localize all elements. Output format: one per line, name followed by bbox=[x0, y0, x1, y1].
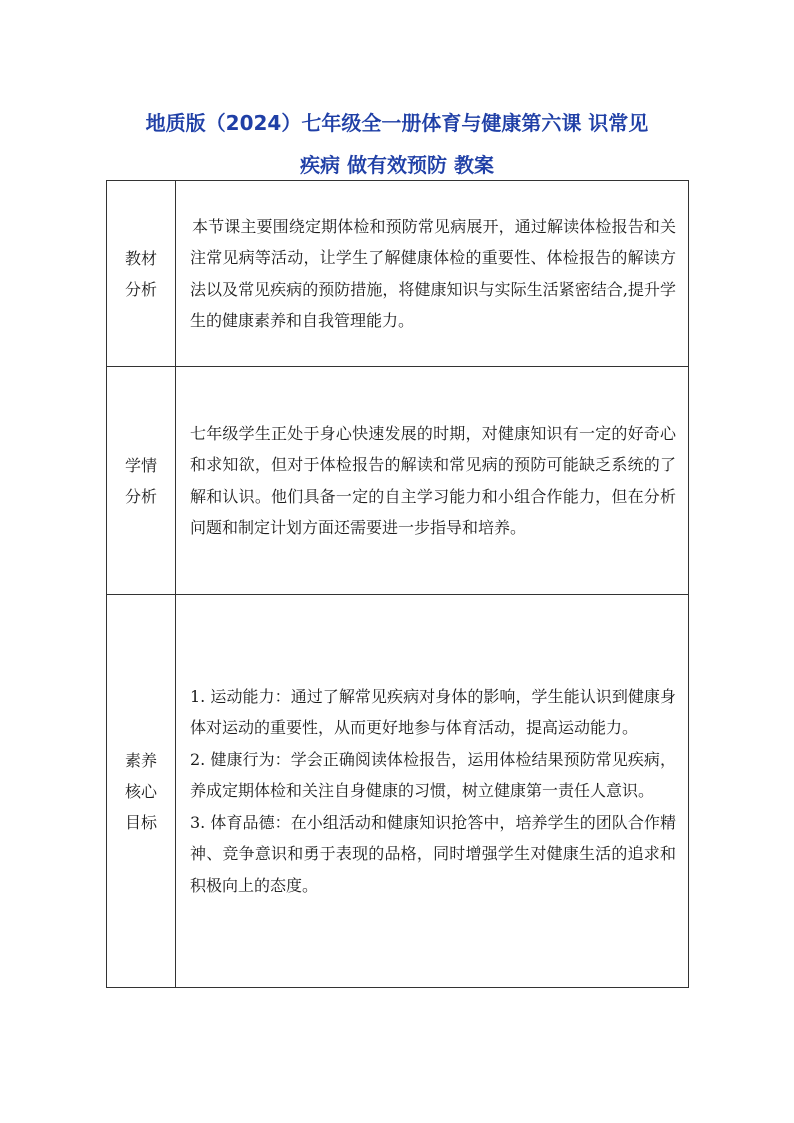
table-row-core-competency-goals bbox=[107, 595, 689, 988]
label-line: 分析 bbox=[124, 279, 157, 299]
row-label-core-competency-goals bbox=[107, 595, 176, 988]
row-label-learner-analysis bbox=[107, 367, 176, 595]
label-line: 目标 bbox=[124, 812, 157, 832]
document-title bbox=[106, 102, 688, 186]
lesson-plan-table bbox=[106, 180, 689, 988]
label-line: 素养 bbox=[124, 750, 157, 770]
row-label-textbook-analysis bbox=[107, 181, 176, 367]
title-line-2: 疾病 做有效预防 教案 bbox=[300, 153, 494, 177]
objective-item: 1. 运动能力：通过了解常见疾病对身体的影响，学生能认识到健康身体对运动的重要性，从而更好地参与体育活动，提高运动能力。 bbox=[190, 686, 676, 738]
table-row-textbook-analysis bbox=[107, 181, 689, 367]
objective-item: 3. 体育品德：在小组活动和健康知识抢答中，培养学生的团队合作精神、竞争意识和勇于表现的品格，同时增强学生对健康生活的追求和积极向上的态度。 bbox=[190, 812, 676, 895]
table-row-learner-analysis bbox=[107, 367, 689, 595]
objective-item: 2. 健康行为：学会正确阅读体检报告，运用体检结果预防常见疾病，养成定期体检和关注自身健康的习惯，树立健康第一责任人意识。 bbox=[190, 749, 676, 801]
label-line: 分析 bbox=[124, 486, 157, 506]
label-line: 学情 bbox=[124, 455, 157, 475]
paragraph: 本节课主要围绕定期体检和预防常见病展开，通过解读体检报告和关注常见病等活动，让学生了解健康体检的重要性、体检报告的解读方法以及常见疾病的预防措施，将健康知识与实际生活紧密结合,提升学生的健康素养和自我管理能力。 bbox=[190, 216, 676, 330]
row-content-textbook-analysis bbox=[176, 181, 689, 367]
paragraph: 七年级学生正处于身心快速发展的时期，对健康知识有一定的好奇心和求知欲，但对于体检报告的解读和常见病的预防可能缺乏系统的了解和认识。他们具备一定的自主学习能力和小组合作能力，但在分析问题和制定计划方面还需要进一步指导和培养。 bbox=[190, 423, 676, 537]
row-content-learner-analysis bbox=[176, 367, 689, 595]
label-line: 教材 bbox=[124, 248, 157, 268]
title-line-1: 地质版（2024）七年级全一册体育与健康第六课 识常见 bbox=[145, 111, 649, 135]
row-content-core-competency-goals bbox=[176, 595, 689, 988]
label-line: 核心 bbox=[124, 781, 157, 801]
